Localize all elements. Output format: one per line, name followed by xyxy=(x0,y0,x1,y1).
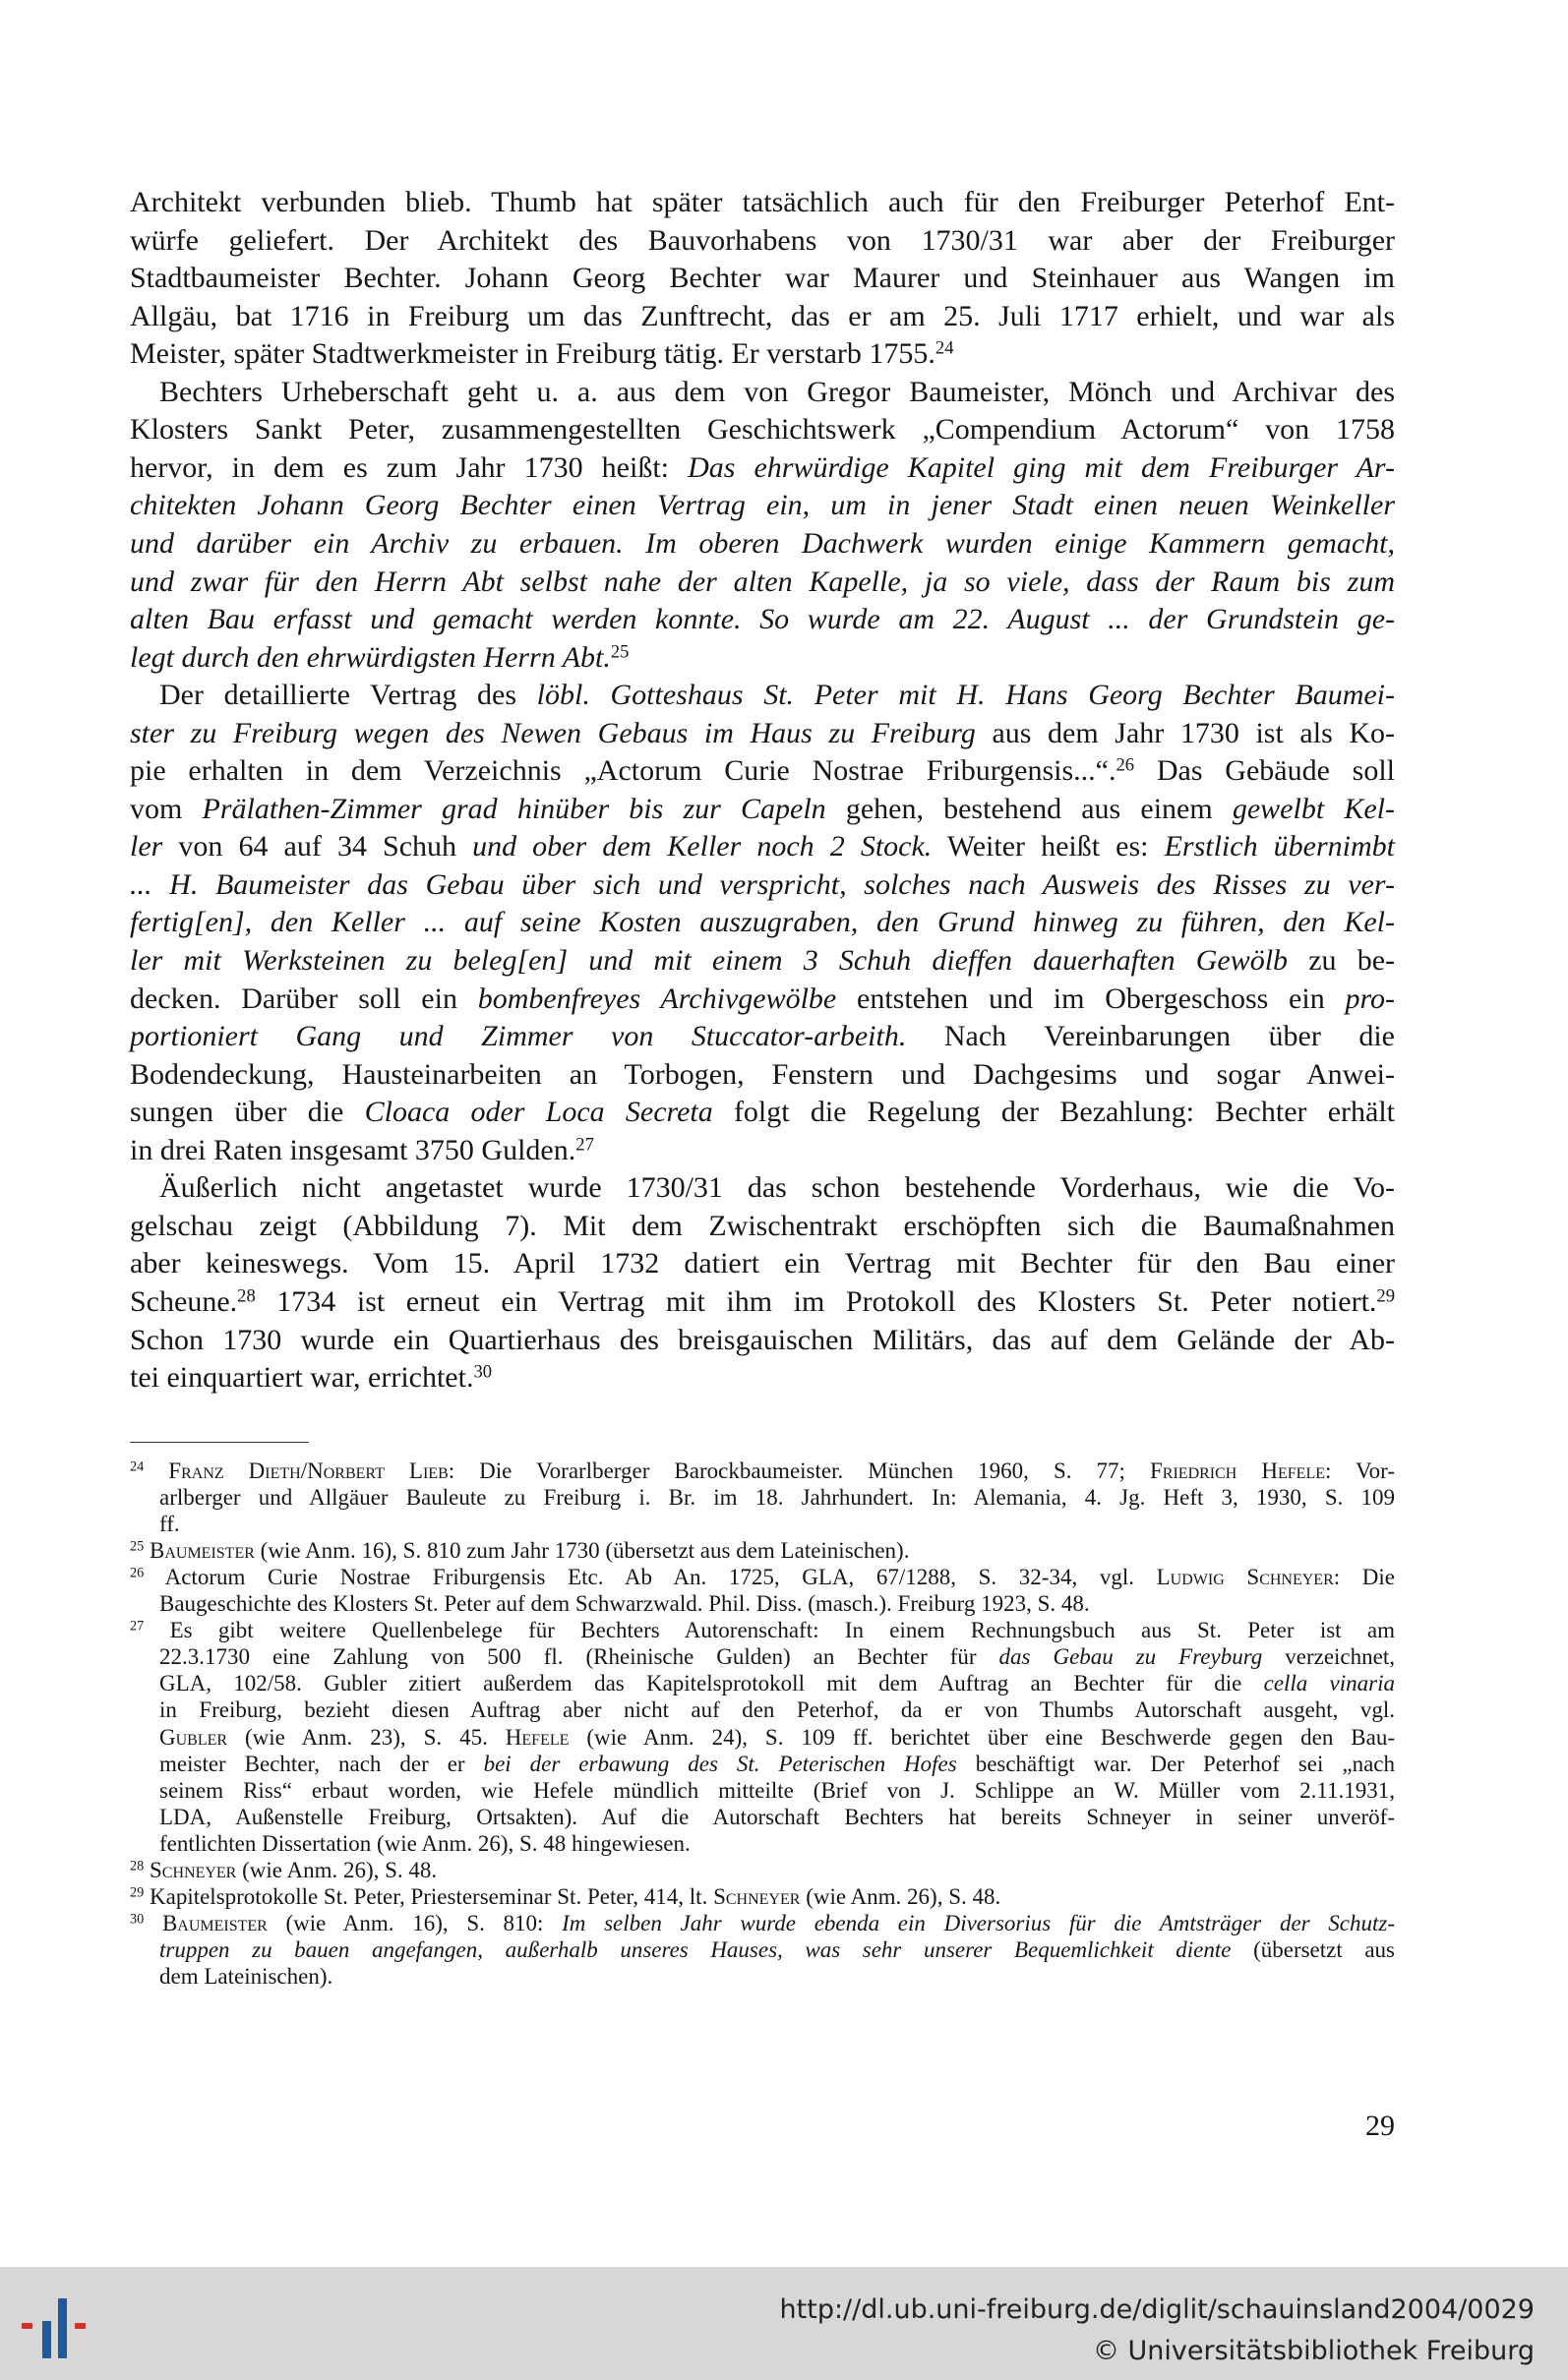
body-line xyxy=(130,867,1395,903)
text-segment: alten Bau erfasst und gemacht werden konnte. So wurde am 22. August ... der Grundstein ge- xyxy=(130,603,1395,636)
text-segment: dem Lateinischen). xyxy=(159,1963,333,1989)
text-segment: (wie Anm. 16), S. 810: xyxy=(267,1910,563,1935)
body-line xyxy=(130,1019,1395,1054)
body-line xyxy=(130,1133,594,1168)
body-line xyxy=(130,829,1395,864)
text-segment: Im selben Jahr wurde ebenda ein Diversorius für die Amtsträger der Schutz- xyxy=(562,1910,1395,1935)
footnote-line xyxy=(130,1857,437,1883)
text-segment: cella vinaria xyxy=(1263,1671,1395,1696)
text-segment: folgt die Regelung der Bezahlung: Bechter erhält xyxy=(712,1096,1396,1129)
text-segment: ler mit Werksteinen zu beleg[en] und mit einem 3 Schuh dieffen dauerhaften Gewölb xyxy=(130,944,1289,977)
text-segment: ff. xyxy=(159,1512,180,1537)
footnote-line xyxy=(130,1963,332,1990)
text-segment: (wie Anm. 23), S. 45. xyxy=(227,1724,506,1750)
text-segment: in Freiburg, bezieht diesen Auftrag aber nicht auf den Peterhof, da er von Thumbs Autorschaft ausgeht, vgl. xyxy=(159,1697,1395,1723)
text-segment: tei einquartiert war, errichtet. xyxy=(130,1361,474,1395)
text-segment: bei der erbawung des St. Peterischen Hofes xyxy=(483,1751,957,1776)
footnote-reference: 27 xyxy=(130,1618,145,1635)
text-segment: decken. Darüber soll ein xyxy=(130,982,478,1015)
text-segment: : Die xyxy=(1333,1565,1395,1590)
footnote-reference: 25 xyxy=(130,1538,145,1555)
text-segment: portioniert Gang und Zimmer von Stuccator-arbeith. xyxy=(130,1020,907,1053)
text-segment: fertig[en], den Keller ... auf seine Kosten auszugraben, den Grund hinweg zu führen, den Kel- xyxy=(130,906,1395,939)
footnote-line xyxy=(130,1696,1395,1723)
text-segment: pro- xyxy=(1345,982,1396,1015)
body-line xyxy=(130,640,629,676)
body-line xyxy=(130,1360,492,1396)
page-number: 29 xyxy=(1365,2110,1395,2142)
footnote-line xyxy=(130,1804,1395,1830)
body-line xyxy=(130,678,1395,713)
text-segment: Hefele xyxy=(505,1724,570,1750)
text-segment: Scheune. xyxy=(130,1284,238,1318)
footnote-reference: 24 xyxy=(130,1458,145,1475)
text-segment: GLA, 102/58. Gubler zitiert außerdem das Kapitelsprotokoll mit dem Auftrag an Bechter für die xyxy=(159,1671,1264,1696)
footnote-line xyxy=(130,1564,1395,1590)
body-line xyxy=(130,905,1395,940)
text-segment: Äußerlich nicht angetastet wurde 1730/31 das schon bestehende Vorderhaus, wie die Vo- xyxy=(159,1171,1395,1205)
body-line xyxy=(130,261,1395,296)
body-line xyxy=(130,1209,1395,1244)
text-segment: löbl. Gotteshaus St. Peter mit H. Hans Georg Bechter Baumei- xyxy=(536,679,1396,712)
footnote-line xyxy=(130,1883,1000,1910)
body-line xyxy=(130,299,1395,334)
body-line xyxy=(130,1057,1395,1093)
ub-freiburg-logo-icon xyxy=(18,2293,96,2362)
document-url-link[interactable]: http://dl.ub.uni-freiburg.de/diglit/schauinsland2004/0029 xyxy=(779,2294,1535,2325)
text-segment: Klosters Sankt Peter, zusammengestellten Geschichtswerk „Compendium Actorum“ von 1758 xyxy=(130,413,1395,446)
text-segment: ler xyxy=(130,830,163,863)
text-segment: vom xyxy=(130,792,203,825)
text-segment: von 64 auf 34 Schuh xyxy=(162,830,473,863)
text-segment: Erstlich übernimbt xyxy=(1164,830,1395,863)
text-segment: Schon 1730 wurde ein Quartierhaus des breisgauischen Militärs, das auf dem Gelände der Ab- xyxy=(130,1323,1395,1356)
text-segment: entstehen und im Obergeschoss ein xyxy=(836,982,1346,1015)
text-segment: Baumeister xyxy=(161,1910,268,1935)
text-segment: Ludwig Schneyer xyxy=(1156,1565,1334,1590)
text-segment: Stadtbaumeister Bechter. Johann Georg Bechter war Maurer und Steinhauer aus Wangen im xyxy=(130,262,1395,295)
text-segment: (wie Anm. 26), S. 48. xyxy=(236,1857,438,1882)
logo-blue-bar-right xyxy=(58,2298,67,2358)
body-line xyxy=(130,943,1395,979)
text-segment: : Vor- xyxy=(1325,1458,1396,1483)
footnote-reference: 30 xyxy=(130,1911,145,1928)
footnote-reference: 29 xyxy=(1376,1285,1395,1307)
body-line xyxy=(130,450,1395,486)
body-line xyxy=(130,602,1395,637)
footnote-line xyxy=(130,1511,180,1537)
text-segment: LDA, Außenstelle Freiburg, Ortsakten). Auf die Autorschaft Bechters hat bereits Schneyer in seiner unveröf- xyxy=(159,1804,1395,1829)
text-segment xyxy=(144,1458,168,1483)
text-segment: (wie Anm. 24), S. 109 ff. berichtet über eine Beschwerde gegen den Bau- xyxy=(569,1724,1395,1750)
text-segment: ster zu Freiburg wegen des Newen Gebaus im Haus zu Freiburg xyxy=(130,716,976,749)
text-segment xyxy=(144,1911,162,1935)
text-segment: aber keineswegs. Vom 15. April 1732 datiert ein Vertrag mit Bechter für den Bau einer xyxy=(130,1247,1395,1280)
footnote-reference: 26 xyxy=(130,1565,145,1581)
body-line xyxy=(130,336,953,372)
text-segment: 1734 ist erneut ein Vertrag mit ihm im Protokoll des Klosters St. Peter notiert. xyxy=(255,1284,1377,1318)
text-segment: gehen, bestehend aus einem xyxy=(825,792,1233,825)
text-segment: truppen zu bauen angefangen, außerhalb unseres Hauses, was sehr unserer Bequemlichkeit diente xyxy=(159,1936,1232,1962)
footer-bar xyxy=(0,2267,1568,2380)
text-segment: Franz Dieth/Norbert Lieb xyxy=(168,1458,449,1483)
logo-red-dash-right xyxy=(75,2323,86,2329)
text-segment: Kapitelsprotokolle St. Peter, Priesterseminar St. Peter, 414, lt. xyxy=(144,1883,714,1909)
text-segment: beschäftigt war. Der Peterhof sei „nach xyxy=(956,1751,1396,1776)
text-segment: Bechters Urheberschaft geht u. a. aus dem von Gregor Baumeister, Mönch und Archivar des xyxy=(159,375,1395,408)
footnote-reference: 29 xyxy=(130,1884,145,1901)
text-segment: verzeichnet, xyxy=(1262,1644,1395,1670)
footnote-reference: 30 xyxy=(473,1361,493,1383)
text-segment: : Die Vorarlberger Barockbaumeister. München 1960, S. 77; xyxy=(448,1458,1150,1483)
footnote-line xyxy=(130,1751,1395,1777)
body-line xyxy=(130,412,1395,447)
footnote-reference: 28 xyxy=(130,1858,145,1874)
text-segment: (wie Anm. 26), S. 48. xyxy=(800,1883,1001,1909)
footnote-line xyxy=(130,1590,1090,1617)
footnote-reference: 28 xyxy=(237,1285,256,1307)
text-segment: pie erhalten in dem Verzeichnis „Actorum Curie Nostrae Friburgensis...“. xyxy=(130,754,1116,788)
text-segment: in drei Raten insgesamt 3750 Gulden. xyxy=(130,1133,576,1166)
text-segment: Friedrich Hefele xyxy=(1150,1458,1325,1483)
text-segment: Es gibt weitere Quellenbelege für Bechters Autorenschaft: In einem Rechnungsbuch aus St. Peter ist am xyxy=(144,1618,1395,1643)
text-segment: Schneyer xyxy=(150,1857,237,1882)
text-segment: Architekt verbunden blieb. Thumb hat später tatsächlich auch für den Freiburger Peterhof Ent- xyxy=(130,186,1395,218)
copyright-notice: © Universitätsbibliothek Freiburg xyxy=(1092,2336,1535,2366)
text-segment: chitekten Johann Georg Bechter einen Vertrag ein, um in jener Stadt einen neuen Weinkeller xyxy=(130,489,1395,522)
text-segment: (übersetzt aus xyxy=(1231,1936,1396,1962)
footnote-line xyxy=(130,1484,1395,1511)
text-segment: Der detaillierte Vertrag des xyxy=(159,679,537,712)
body-line xyxy=(130,753,1395,789)
text-segment: Meister, später Stadtwerkmeister in Freiburg tätig. Er verstarb 1755. xyxy=(130,337,935,371)
footnote-line xyxy=(130,1670,1395,1696)
text-segment: (wie Anm. 16), S. 810 zum Jahr 1730 (übersetzt aus dem Lateinischen). xyxy=(254,1538,910,1564)
text-segment: Bodendeckung, Hausteinarbeiten an Torbogen, Fenstern und Dachgesims und sogar Anwei- xyxy=(130,1057,1395,1091)
footnote-line xyxy=(130,1643,1395,1670)
text-segment: legt durch den ehrwürdigsten Herrn Abt. xyxy=(130,640,611,674)
logo-red-dash-left xyxy=(22,2323,32,2329)
footnote-reference: 24 xyxy=(935,337,954,359)
body-line xyxy=(130,565,1395,600)
text-segment: gelschau zeigt (Abbildung 7). Mit dem Zwischentrakt erschöpften sich die Baumaßnahmen xyxy=(130,1209,1395,1242)
text-segment: bombenfreyes Archivgewölbe xyxy=(477,982,837,1015)
text-segment: Baugeschichte des Klosters St. Peter auf dem Schwarzwald. Phil. Diss. (masch.). Freiburg 1923, S. 48. xyxy=(159,1591,1090,1617)
footnote-line xyxy=(130,1458,1395,1484)
body-line xyxy=(130,1246,1395,1281)
text-segment: Nach Vereinbarungen über die xyxy=(906,1020,1395,1053)
text-segment: und darüber ein Archiv zu erbauen. Im oberen Dachwerk wurden einige Kammern gemacht, xyxy=(130,526,1395,560)
text-segment: Cloaca oder Loca Secreta xyxy=(364,1096,713,1129)
text-segment: hervor, in dem es zum Jahr 1730 heißt: xyxy=(130,450,689,484)
text-segment: Schneyer xyxy=(713,1883,801,1909)
footnote-line xyxy=(130,1724,1395,1751)
text-segment: das Gebau zu Freyburg xyxy=(998,1644,1263,1670)
text-segment: aus dem Jahr 1730 ist als Ko- xyxy=(975,716,1395,749)
footnote-line xyxy=(130,1910,1395,1936)
body-line xyxy=(130,488,1395,523)
text-segment: Weiter heißt es: xyxy=(932,830,1165,863)
footnote-line xyxy=(130,1830,691,1857)
text-segment: Das ehrwürdige Kapitel ging mit dem Freiburger Ar- xyxy=(688,450,1395,484)
footnote-divider xyxy=(130,1442,309,1443)
text-segment: und zwar für den Herrn Abt selbst nahe der alten Kapelle, ja so viele, dass der Raum bis zum xyxy=(130,565,1395,598)
body-line xyxy=(130,716,1395,751)
footnote-line xyxy=(130,1777,1395,1804)
text-segment: ... H. Baumeister das Gebau über sich und verspricht, solches nach Ausweis des Risses zu ver- xyxy=(130,867,1395,901)
footnote-line xyxy=(130,1537,909,1564)
footnote-reference: 25 xyxy=(610,640,630,662)
footnote-line xyxy=(130,1617,1395,1643)
body-line xyxy=(130,185,1395,220)
text-segment: gewelbt Kel- xyxy=(1232,792,1395,825)
footnote-line xyxy=(130,1936,1395,1963)
text-segment: und ober dem Keller noch 2 Stock. xyxy=(472,830,933,863)
text-segment: Das Gebäude soll xyxy=(1134,754,1395,788)
footnote-reference: 26 xyxy=(1116,754,1135,776)
body-line xyxy=(130,223,1395,259)
text-segment: sungen über die xyxy=(130,1096,365,1129)
body-line xyxy=(130,1323,1395,1358)
text-segment: Baumeister xyxy=(150,1538,255,1564)
text-segment: zu be- xyxy=(1288,944,1395,977)
text-segment: arlberger und Allgäuer Bauleute zu Freiburg i. Br. im 18. Jahrhundert. In: Alemania, 4. Jg. Heft 3, 1930, S. 109 xyxy=(159,1485,1395,1511)
logo-blue-bar-left xyxy=(42,2321,51,2358)
text-segment: Actorum Curie Nostrae Friburgensis Etc. Ab An. 1725, GLA, 67/1288, S. 32-34, vgl. xyxy=(144,1565,1157,1590)
body-line xyxy=(130,982,1395,1017)
text-segment: Gubler xyxy=(159,1724,228,1750)
body-line xyxy=(130,792,1395,827)
text-segment: Allgäu, bat 1716 in Freiburg um das Zunftrecht, das er am 25. Juli 1717 erhielt, und war als xyxy=(130,299,1395,332)
text-segment: würfe geliefert. Der Architekt des Bauvorhabens von 1730/31 war aber der Freiburger xyxy=(130,223,1395,257)
body-line xyxy=(130,1284,1395,1320)
text-segment: seinem Riss“ erbaut worden, wie Hefele mündlich mitteilte (Brief von J. Schlippe an W. Müller vom 2.11.1931, xyxy=(159,1777,1395,1803)
body-line xyxy=(130,1170,1395,1206)
text-segment: Prälathen-Zimmer grad hinüber bis zur Capeln xyxy=(202,792,826,825)
body-line xyxy=(130,1095,1395,1130)
footnote-reference: 27 xyxy=(575,1134,594,1156)
text-segment: 22.3.1730 eine Zahlung von 500 fl. (Rheinische Gulden) an Bechter für xyxy=(159,1644,999,1670)
text-segment: fentlichten Dissertation (wie Anm. 26), S. 48 hingewiesen. xyxy=(159,1830,691,1856)
body-line xyxy=(130,375,1395,410)
text-segment: meister Bechter, nach der er xyxy=(159,1751,484,1776)
body-line xyxy=(130,526,1395,562)
